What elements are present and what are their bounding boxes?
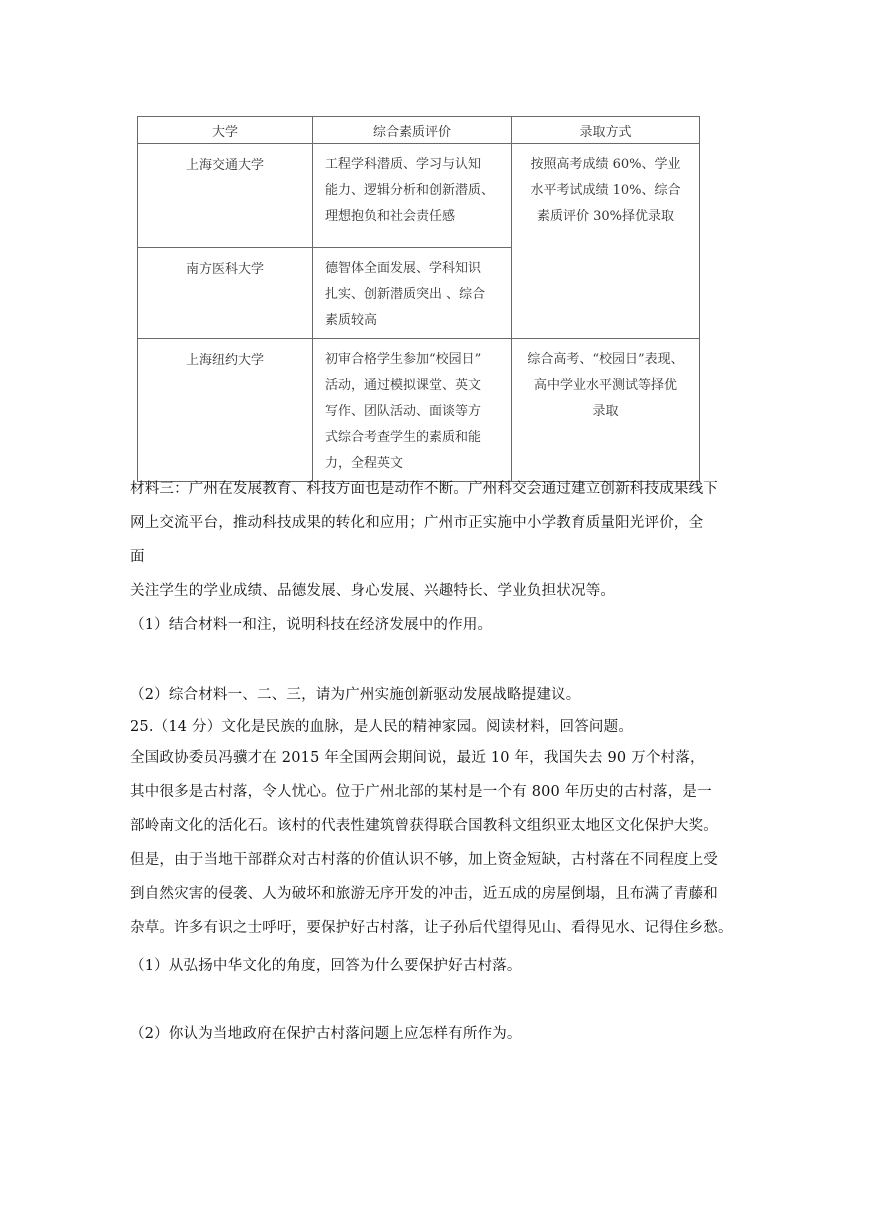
material-3-line-2: 网上交流平台，推动科技成果的转化和应用；广州市正实施中小学教育质量阳光评价，全 [130,515,704,531]
cell-evaluation [313,339,512,482]
cell-line: 写作、团队活动、面谈等方 [325,404,482,419]
cell-line: 素质评价 30%择优录取 [536,209,675,224]
passage-line-6: 杂草。许多有识之士呼吁，要保护好古村落，让子孙后代望得见山、看得见水、记得住乡愁。 [130,920,733,936]
cell-line: 力，全程英文 [325,456,404,471]
cell-line: 水平考试成绩 10%、综合 [530,183,681,198]
table-row [138,144,700,248]
passage-line-2: 其中很多是古村落，令人忧心。位于广州北部的某村是一个有 800 年历史的古村落，是一 [130,784,712,800]
passage-line-4: 但是，由于当地干部群众对古村落的价值认识不够，加上资金短缺，古村落在不同程度上受 [130,852,718,868]
cell-line: 式综合考查学生的素质和能 [325,430,482,445]
cell-line: 能力、逻辑分析和创新潜质、 [325,183,495,198]
header-university: 大学 [138,117,313,144]
cell-line: 扎实、创新潜质突出 、综合 [325,287,486,302]
cell-admission-nyu [512,339,700,482]
passage-line-5: 到自然灾害的侵袭、人为破坏和旅游无序开发的冲击，近五成的房屋倒塌，且布满了青藤和 [130,886,718,902]
cell-line: 综合高考、“校园日”表现、 [527,352,684,367]
cell-university: 南方医科大学 [138,248,313,339]
cell-evaluation [313,248,512,339]
cell-line: 按照高考成绩 60%、学业 [530,157,681,172]
header-evaluation: 综合素质评价 [313,117,512,144]
cell-line: 活动，通过模拟课堂、英文 [325,378,482,393]
cell-university: 上海交通大学 [138,144,313,248]
admission-table [137,116,700,482]
cell-university: 上海纽约大学 [138,339,313,482]
material-3-line-4: 关注学生的学业成绩、品德发展、身心发展、兴趣特长、学业负担状况等。 [130,583,616,599]
cell-line: 初审合格学生参加“校园日” [325,352,482,367]
table-row [138,339,700,482]
question-1: （1）结合材料一和注，说明科技在经济发展中的作用。 [130,617,493,633]
cell-line: 录取 [592,404,619,419]
cell-line: 素质较高 [325,313,378,328]
question-2: （2）综合材料一、二、三，请为广州实施创新驱动发展战略提建议。 [130,687,581,703]
material-3-line-3: 面 [130,549,145,565]
cell-line: 工程学科潜质、学习与认知 [325,157,482,172]
cell-admission-shared [512,144,700,339]
passage-line-3: 部岭南文化的活化石。该村的代表性建筑曾获得联合国教科文组织亚太地区文化保护大奖。 [130,818,718,834]
material-3-line-1: 材料三：广州在发展教育、科技方面也是动作不断。广州科交会通过建立创新科技成果线下 [130,481,718,497]
cell-line: 高中学业水平测试等择优 [533,378,677,393]
header-admission: 录取方式 [512,117,700,144]
cell-evaluation [313,144,512,248]
question-25-heading: 25.（14 分）文化是民族的血脉，是人民的精神家园。阅读材料，回答问题。 [130,719,634,735]
question-25-1: （1）从弘扬中华文化的角度，回答为什么要保护好古村落。 [130,958,522,974]
question-25-2: （2）你认为当地政府在保护古村落问题上应怎样有所作为。 [130,1026,522,1042]
table-header-row [138,117,700,144]
cell-line: 德智体全面发展、学科知识 [325,261,482,276]
passage-line-1: 全国政协委员冯骥才在 2015 年全国两会期间说，最近 10 年，我国失去 90 万个村落， [130,750,705,766]
cell-line: 理想抱负和社会责任感 [325,209,456,224]
